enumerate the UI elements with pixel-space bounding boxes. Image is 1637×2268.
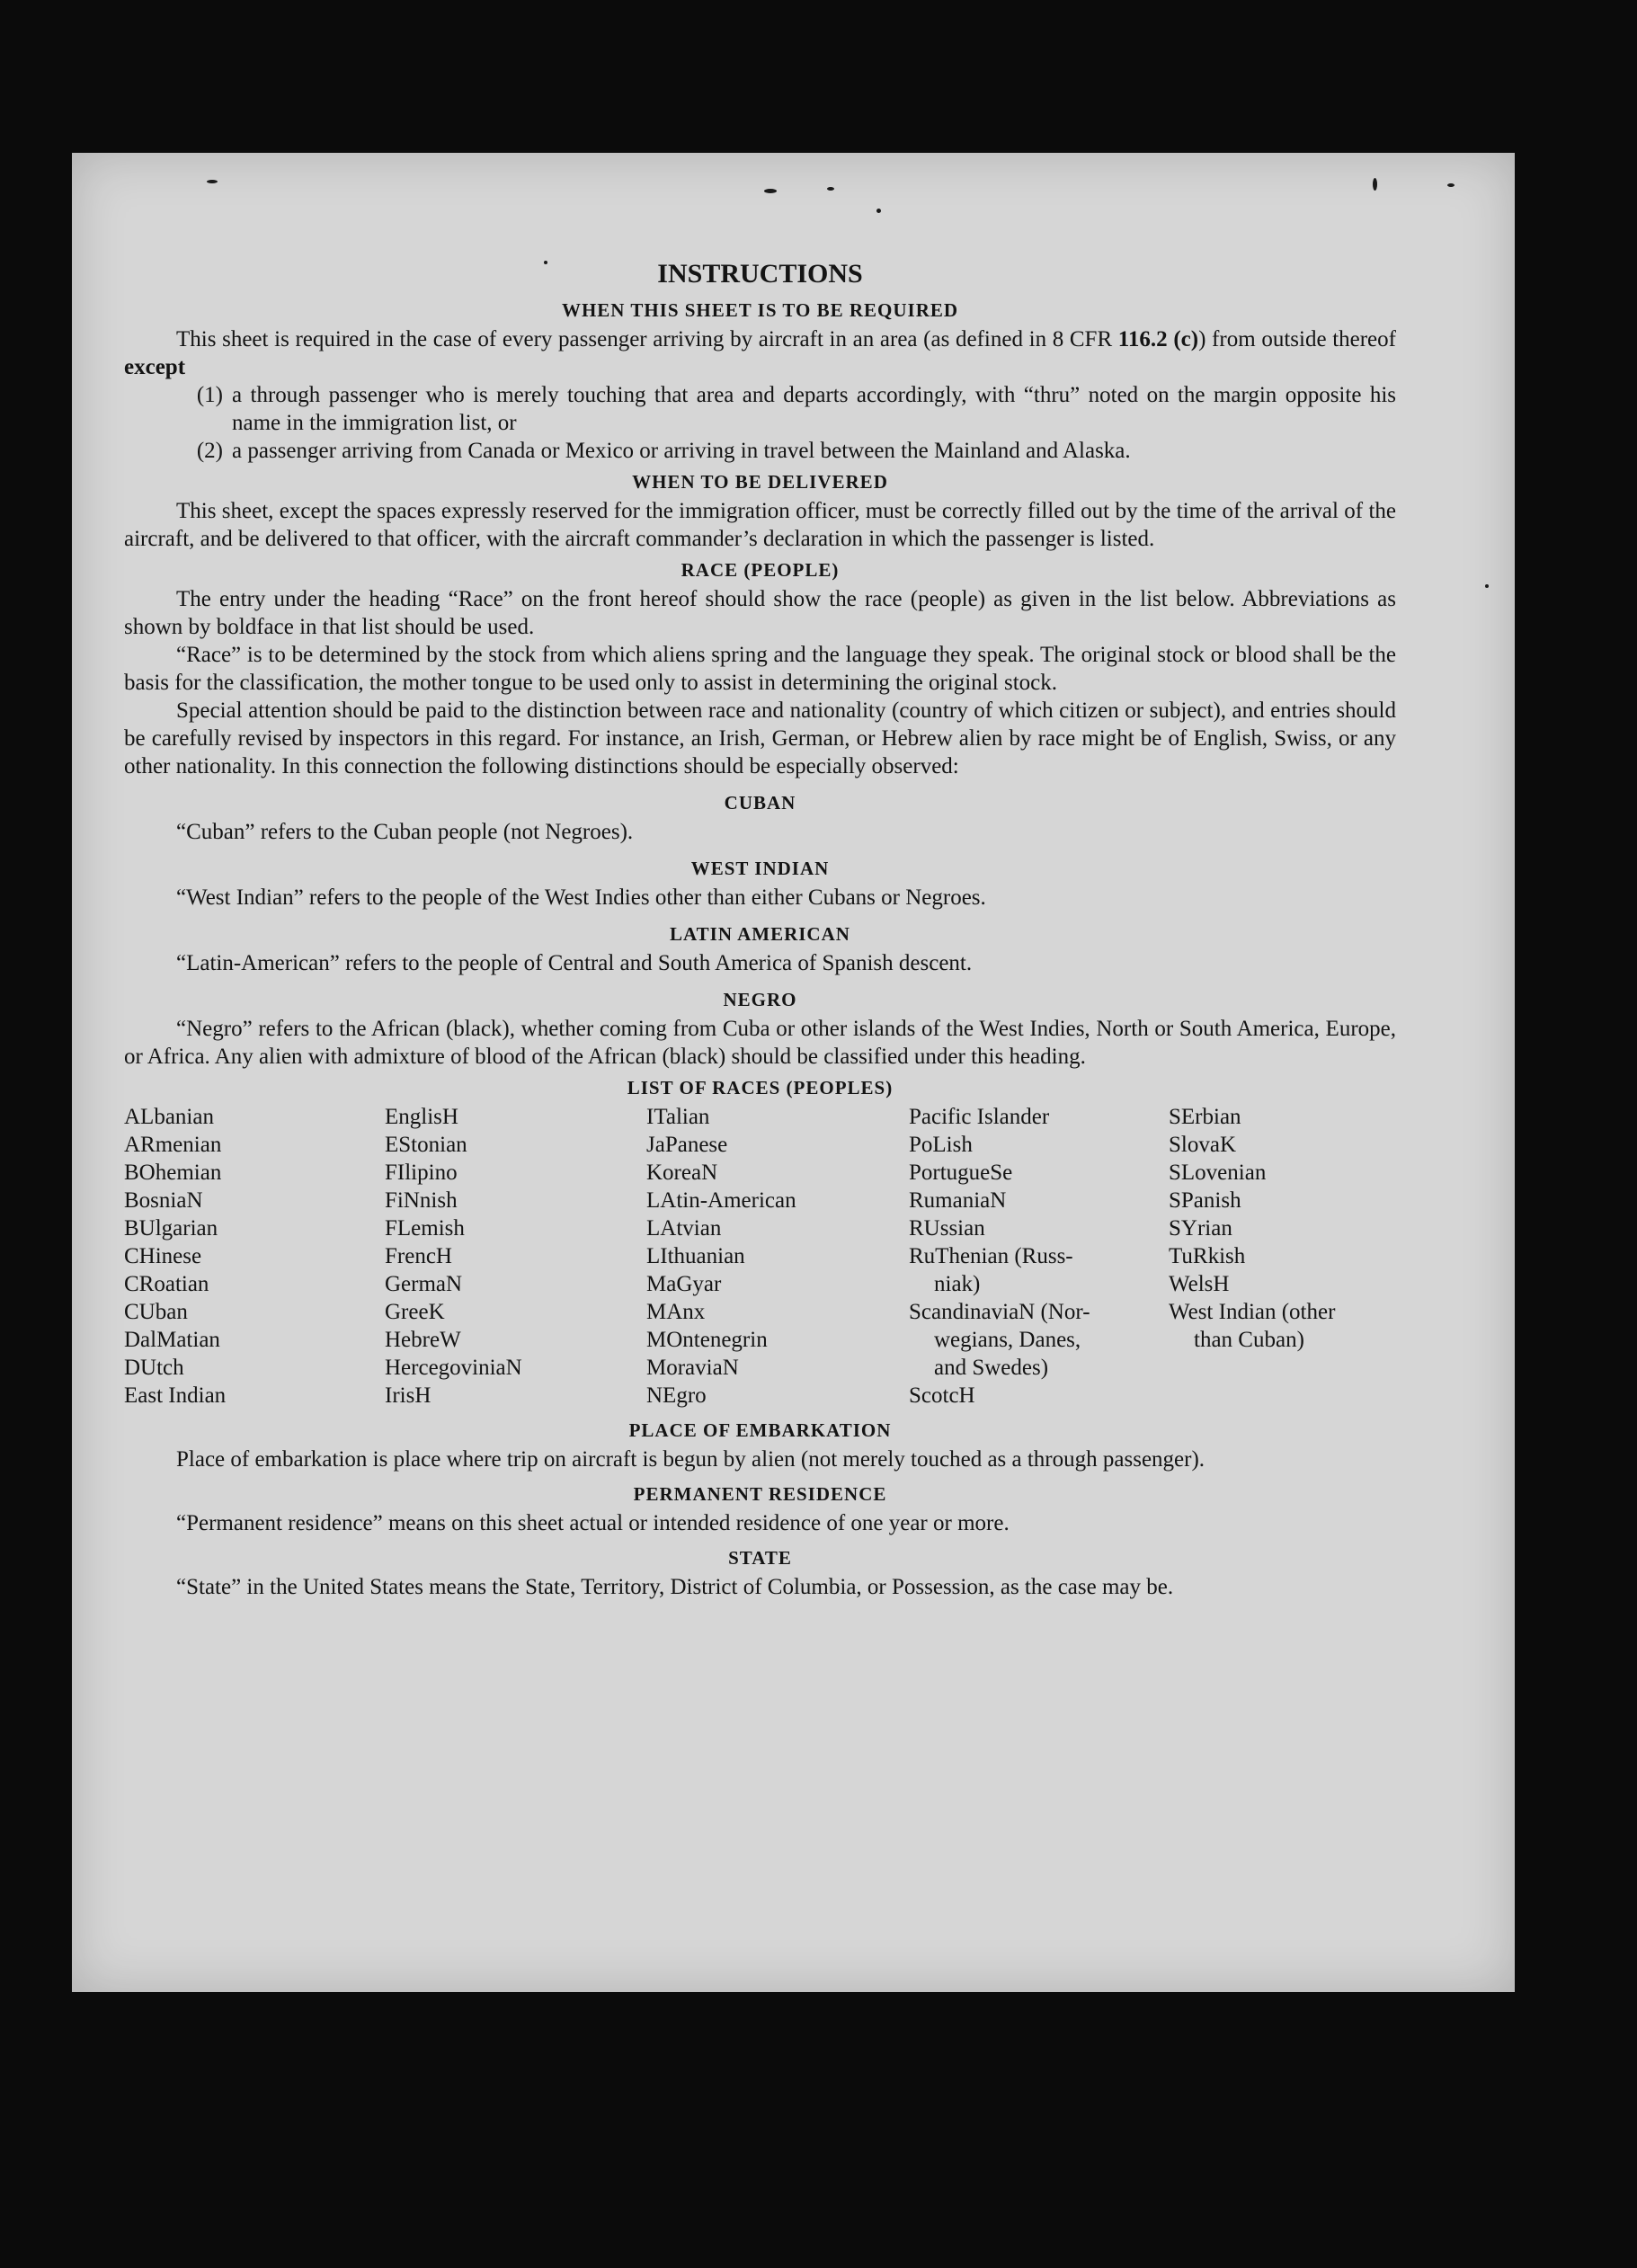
paragraph: “Race” is to be determined by the stock from which aliens spring and the language they speak. The original stock or blood shall be the basis for the classification, the mother tongue to be used only to assist in determining the original stock. — [124, 643, 1396, 695]
race-entry: SErbian — [1169, 1105, 1241, 1129]
race-entry: GreeK — [385, 1300, 445, 1324]
race-entry: HercegoviniaN — [385, 1356, 522, 1380]
list-item: (2) a passenger arriving from Canada or Mexico or arriving in travel between the Mainland and Alaska. — [196, 439, 1131, 463]
paragraph: This sheet is required in the case of every passenger arriving by aircraft in an area (as defined in 8 CFR 116.2 (c)) from outside thereof except — [124, 327, 1396, 379]
races-column — [385, 1103, 646, 1410]
paragraph: Special attention should be paid to the distinction between race and nationality (country of which citizen or subject), and entries should be carefully revised by inspectors in this regard. For instance, an Irish, German, or Hebrew alien by race might be of English, Swiss, or any other nationality. In this connection the following distinctions should be especially observed: — [124, 698, 1396, 778]
list-item: (1) a through passenger who is merely touching that area and departs accordingly, with “thru” noted on the margin opposite his name in the immigration list, or — [196, 383, 1396, 435]
races-column — [1169, 1103, 1396, 1410]
race-entry: NEgro — [646, 1383, 707, 1408]
race-entry: JaPanese — [646, 1133, 728, 1157]
race-entry: FiNnish — [385, 1188, 458, 1213]
race-entry: PortugueSe — [909, 1161, 1013, 1185]
race-entry: Pacific Islander — [909, 1105, 1050, 1129]
race-entry: FLemish — [385, 1216, 465, 1241]
race-entry: RuThenian (Russ- — [909, 1244, 1073, 1268]
race-entry: EnglisH — [385, 1105, 458, 1129]
race-entry: EStonian — [385, 1133, 467, 1157]
race-entry: LAtvian — [646, 1216, 722, 1241]
races-column — [909, 1103, 1169, 1410]
races-column — [646, 1103, 909, 1410]
paragraph: “Cuban” refers to the Cuban people (not Negroes). — [176, 820, 634, 844]
scan-speck — [827, 187, 834, 191]
page-title: INSTRUCTIONS — [657, 259, 863, 289]
race-entry: DalMatian — [124, 1328, 220, 1352]
race-entry: BosniaN — [124, 1188, 203, 1213]
paragraph: “Negro” refers to the African (black), whether coming from Cuba or other islands of the West Indies, North or South America, Europe, or Africa. Any alien with admixture of blood of the African (black) should be classified under this heading. — [124, 1017, 1396, 1069]
race-entry: RUssian — [909, 1216, 985, 1241]
race-entry: wegians, Danes, — [934, 1328, 1081, 1352]
race-entry: CHinese — [124, 1244, 202, 1268]
race-entry: ScandinaviaN (Nor- — [909, 1300, 1090, 1324]
races-heading: LIST OF RACES (PEOPLES) — [627, 1077, 894, 1098]
paragraph: This sheet, except the spaces expressly reserved for the immigration officer, must be correctly filled out by the time of the arrival of the aircraft, and be delivered to that officer, with the aircraft commander’s declaration in which the passenger is listed. — [124, 499, 1396, 551]
race-entry: MoraviaN — [646, 1356, 739, 1380]
scan-speck — [1447, 183, 1455, 187]
scan-speck — [1485, 584, 1489, 588]
race-entry: LIthuanian — [646, 1244, 745, 1268]
section-heading: LATIN AMERICAN — [670, 923, 850, 945]
scan-speck — [1373, 178, 1377, 191]
section-heading: PERMANENT RESIDENCE — [633, 1483, 887, 1505]
race-entry: and Swedes) — [934, 1356, 1049, 1380]
race-entry: RumaniaN — [909, 1188, 1007, 1213]
scan-speck — [207, 180, 218, 183]
race-entry: DUtch — [124, 1356, 184, 1380]
race-entry: MAnx — [646, 1300, 706, 1324]
section-heading: RACE (PEOPLE) — [681, 559, 840, 581]
race-entry: MOntenegrin — [646, 1328, 768, 1352]
race-entry: BUlgarian — [124, 1216, 218, 1241]
race-entry: IrisH — [385, 1383, 431, 1408]
races-column — [124, 1103, 385, 1410]
section-heading: WHEN THIS SHEET IS TO BE REQUIRED — [561, 299, 959, 321]
race-entry: FrencH — [385, 1244, 452, 1268]
section-heading: WEST INDIAN — [690, 858, 830, 879]
race-entry: SLovenian — [1169, 1161, 1267, 1185]
race-entry: PoLish — [909, 1133, 973, 1157]
race-entry: CRoatian — [124, 1272, 209, 1296]
paragraph: “Permanent residence” means on this sheet actual or intended residence of one year or more. — [176, 1511, 1010, 1535]
race-entry: ALbanian — [124, 1105, 214, 1129]
race-entry: SYrian — [1169, 1216, 1232, 1241]
race-entry: MaGyar — [646, 1272, 722, 1296]
paragraph: “West Indian” refers to the people of the West Indies other than either Cubans or Negroes. — [176, 885, 986, 910]
instructions-body — [124, 259, 1396, 1601]
section-heading: NEGRO — [723, 989, 797, 1010]
paragraph: “Latin-American” refers to the people of Central and South America of Spanish descent. — [176, 951, 973, 975]
race-entry: SlovaK — [1169, 1133, 1236, 1157]
race-entry: ARmenian — [124, 1133, 222, 1157]
section-heading: WHEN TO BE DELIVERED — [632, 471, 888, 493]
race-entry: East Indian — [124, 1383, 227, 1408]
race-entry: ScotcH — [909, 1383, 975, 1408]
section-heading: PLACE OF EMBARKATION — [628, 1419, 892, 1441]
race-entry: HebreW — [385, 1328, 461, 1352]
races-list — [124, 1103, 1396, 1410]
race-entry: than Cuban) — [1194, 1328, 1304, 1352]
paragraph: Place of embarkation is place where trip on aircraft is begun by alien (not merely touched as a through passenger). — [176, 1447, 1206, 1472]
race-entry: WelsH — [1169, 1272, 1230, 1296]
race-entry: TuRkish — [1169, 1244, 1246, 1268]
race-entry: West Indian (other — [1169, 1300, 1336, 1324]
paragraph: “State” in the United States means the State, Territory, District of Columbia, or Possession, as the case may be. — [176, 1575, 1174, 1599]
scan-speck — [876, 209, 881, 213]
race-entry: FIlipino — [385, 1161, 458, 1185]
scan-speck — [764, 189, 777, 193]
section-heading: CUBAN — [724, 792, 796, 814]
race-entry: KoreaN — [646, 1161, 718, 1185]
document-sheet — [72, 153, 1515, 1992]
paragraph: The entry under the heading “Race” on the front hereof should show the race (people) as given in the list below. Abbreviations as shown by boldface in that list should be used. — [124, 587, 1396, 639]
section-heading: STATE — [728, 1547, 792, 1569]
race-entry: LAtin-American — [646, 1188, 796, 1213]
race-entry: BOhemian — [124, 1161, 222, 1185]
race-entry: CUban — [124, 1300, 188, 1324]
race-entry: niak) — [934, 1272, 981, 1296]
race-entry: GermaN — [385, 1272, 463, 1296]
race-entry: SPanish — [1169, 1188, 1241, 1213]
race-entry: ITalian — [646, 1105, 710, 1129]
